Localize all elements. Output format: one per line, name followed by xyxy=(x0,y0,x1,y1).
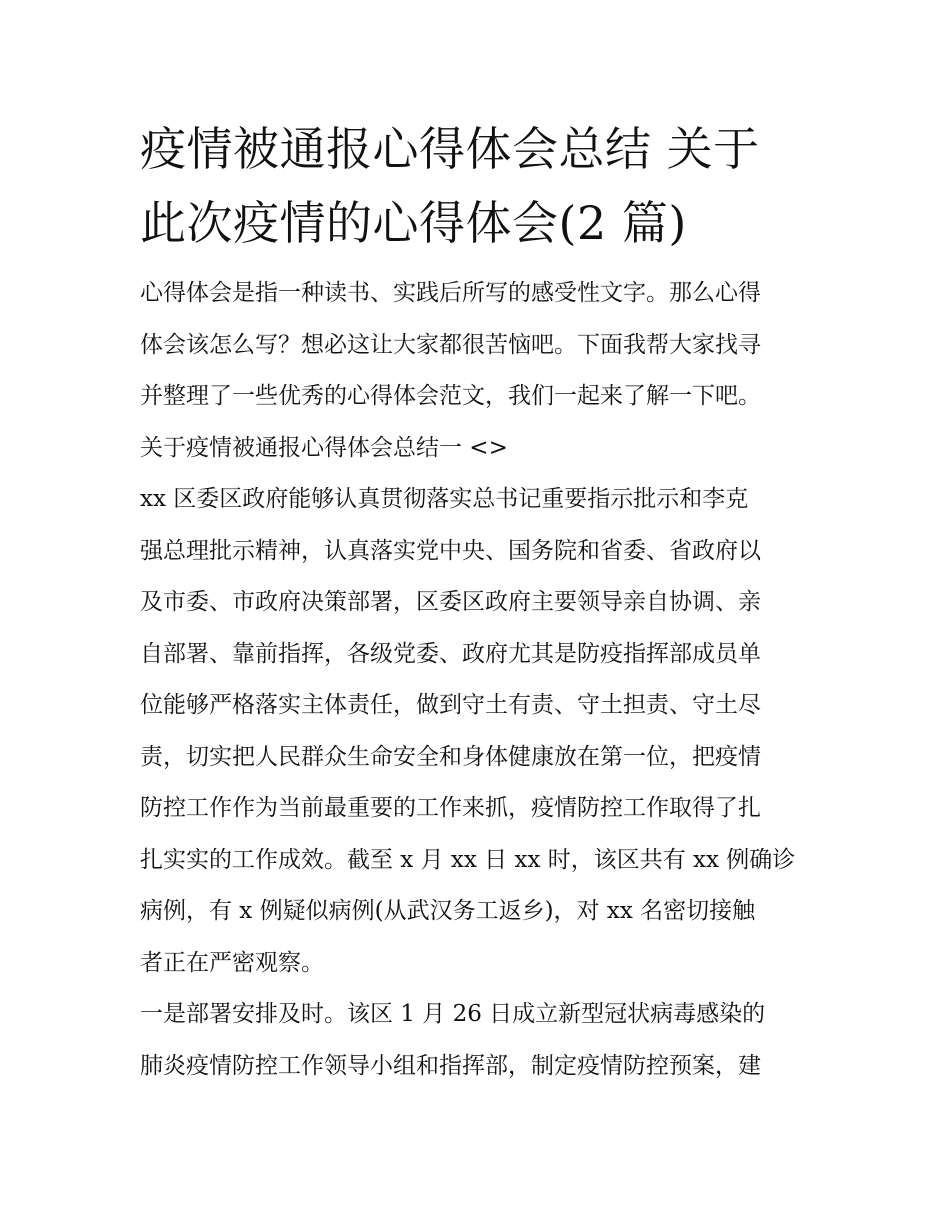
text-line: 强总理批示精神，认真落实党中央、国务院和省委、省政府以 xyxy=(140,537,761,564)
text-line: 及市委、市政府决策部署，区委区政府主要领导亲自协调、亲 xyxy=(140,589,761,615)
text-line: 扎实实的工作成效。截至 x 月 xx 日 xx 时，该区共有 xx 例确诊 xyxy=(140,846,796,873)
document-page xyxy=(140,112,812,1092)
text-line: 位能够严格落实主体责任，做到守土有责、守土担责、守土尽 xyxy=(140,692,761,718)
text-line: 体会该怎么写？想必这让大家都很苦恼吧。下面我帮大家找寻 xyxy=(140,331,761,358)
body-paragraph xyxy=(140,989,812,1092)
text-line: 肺炎疫情防控工作领导小组和指挥部，制定疫情防控预案，建 xyxy=(140,1052,761,1079)
text-line: 责，切实把人民群众生命安全和身体健康放在第一位，把疫情 xyxy=(140,743,761,770)
text-line: 病例，有 x 例疑似病例(从武汉务工返乡)，对 xx 名密切接触 xyxy=(140,898,756,924)
intro-paragraph xyxy=(140,268,812,423)
body-paragraph xyxy=(140,474,812,989)
document-title xyxy=(140,112,812,260)
text-line: 并整理了一些优秀的心得体会范文，我们一起来了解一下吧。 xyxy=(140,383,761,409)
text-line: 心得体会是指一种读书、实践后所写的感受性文字。那么心得 xyxy=(140,280,761,306)
text-line: 者正在严密观察。 xyxy=(140,949,324,976)
text-line: 一是部署安排及时。该区 1 月 26 日成立新型冠状病毒感染的 xyxy=(140,1001,766,1027)
text-line: 防控工作作为当前最重要的工作来抓，疫情防控工作取得了扎 xyxy=(140,795,761,821)
title-line-1: 疫情被通报心得体会总结 关于 xyxy=(140,122,760,176)
section-heading xyxy=(140,423,812,475)
text-line: xx 区委区政府能够认真贯彻落实总书记重要指示批示和李克 xyxy=(140,486,749,512)
text-line: 关于疫情被通报心得体会总结一 <> xyxy=(140,434,508,461)
title-line-2: 此次疫情的心得体会(2 篇) xyxy=(140,196,687,250)
text-line: 自部署、靠前指挥，各级党委、政府尤其是防疫指挥部成员单 xyxy=(140,640,761,667)
